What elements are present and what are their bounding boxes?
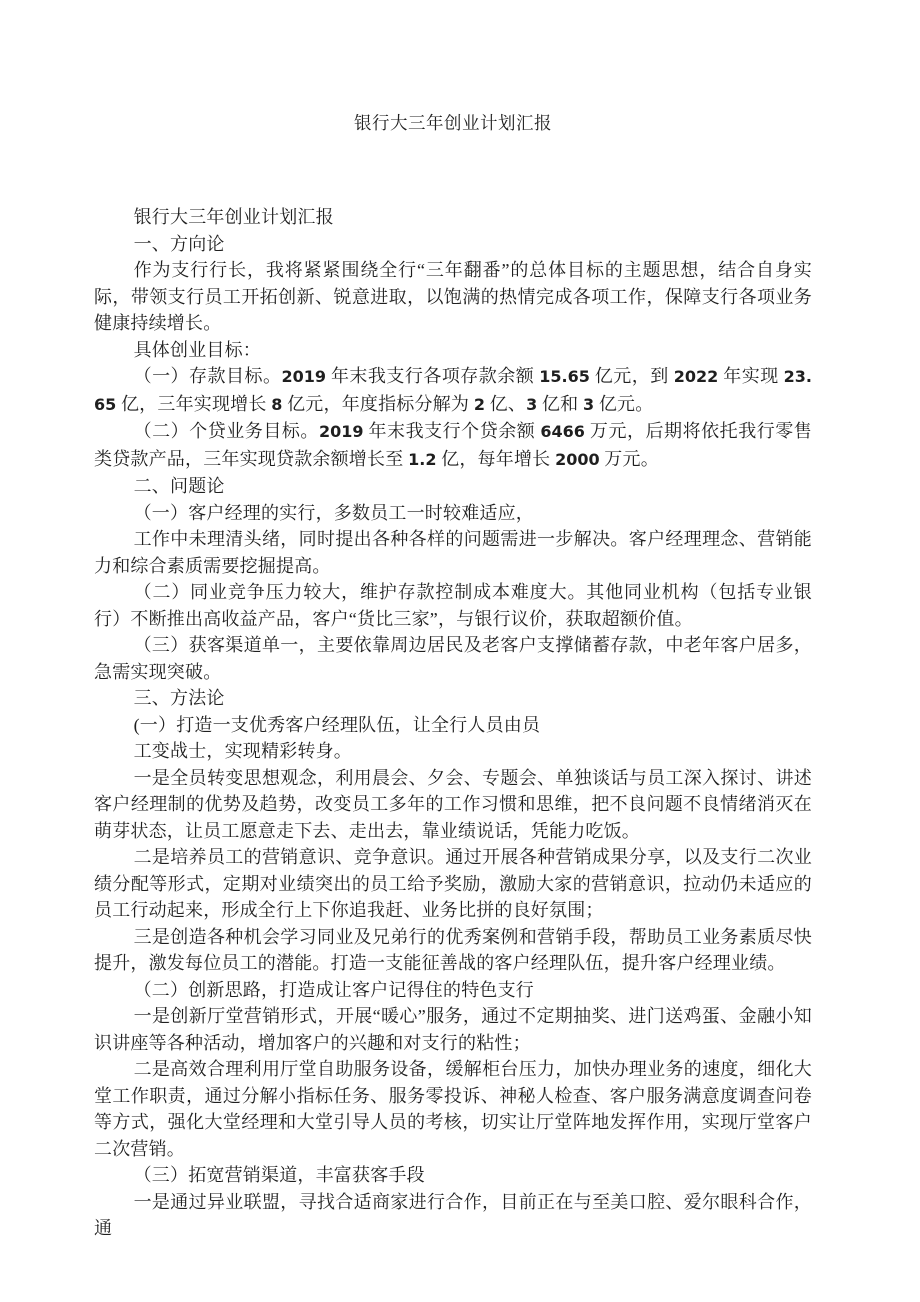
number-text: 2022 (673, 367, 719, 386)
paragraph: （二）同业竞争压力较大，维护存款控制成本难度大。其他同业机构（包括专业银行）不断推出高收益产品，客户“货比三家”，与银行议价，获取超额价值。 (94, 582, 812, 629)
paragraph: 具体创业目标： (133, 339, 261, 360)
paragraph: 三、方法论 (133, 688, 225, 708)
number-text: 3 (583, 394, 595, 414)
paragraph: （三）获客渠道单一，主要依靠周边居民及老客户支撑储蓄存款，中老年客户居多，急需实现突破。 (94, 635, 812, 682)
paragraph: 二、问题论 (133, 476, 225, 496)
paragraph: 作为支行行长，我将紧紧围绕全行“三年翻番”的总体目标的主题思想，结合自身实际，带领支行员工开拓创新、锐意进取，以饱满的热情完成各项工作，保障支行各项业务健康持续增长。 (94, 260, 812, 333)
paragraph: （一）存款目标。2019 年末我支行各项存款余额 15.65 亿元，到 2022 年实现 23.65 亿，三年实现增长 8 亿元，年度指标分解为 2 亿、3 亿和 3 亿元。 (94, 366, 812, 414)
number-text: 1.2 (408, 449, 437, 469)
number-text: 3 (526, 394, 538, 414)
number-text: 2019 (281, 367, 326, 386)
paragraph: 一是全员转变思想观念，利用晨会、夕会、专题会、单独谈话与员工深入探讨、讲述客户经理制的优势及趋势，改变员工多年的工作习惯和思维，把不良问题不良情绪消灭在萌芽状态，让员工愿意走下去、走出去，靠业绩说话，凭能力吃饭。 (94, 767, 812, 841)
paragraph: 一、方向论 (133, 233, 225, 254)
paragraph: （二）个贷业务目标。2019 年末我支行个贷余额 6466 万元，后期将依托我行零售类贷款产品，三年实现贷款余额增长至 1.2 亿，每年增长 2000 万元。 (94, 421, 813, 469)
paragraph: 工变战士，实现精彩转身。 (133, 741, 352, 761)
paragraph: 一是创新厅堂营销形式，开展“暖心”服务，通过不定期抽奖、进门送鸡蛋、金融小知识讲座等各种活动，增加客户的兴趣和对支行的粘性； (94, 1006, 812, 1053)
number-text: 15.65 (539, 367, 590, 386)
paragraph: 一是通过异业联盟，寻找合适商家进行合作，目前正在与至美口腔、爱尔眼科合作，通 (94, 1191, 812, 1238)
number-text: 2019 (318, 422, 364, 441)
paragraph: 三是创造各种机会学习同业及兄弟行的优秀案例和营销手段，帮助员工业务素质尽快提升，激发每位员工的潜能。打造一支能征善战的客户经理队伍，提升客户经理业绩。 (94, 926, 812, 973)
number-text: 6466 (540, 422, 585, 441)
number-text: 2 (473, 394, 485, 414)
number-text: 8 (271, 394, 283, 414)
paragraph: （三）拓宽营销渠道，丰富获客手段 (133, 1165, 425, 1185)
paragraph: 二是高效合理利用厅堂自助服务设备，缓解柜台压力，加快办理业务的速度，细化大堂工作职责，通过分解小指标任务、服务零投诉、神秘人检查、客户服务满意度调查问卷等方式，强化大堂经理和大堂引导人员的考核，切实让厅堂阵地发挥作用，实现厅堂客户二次营销。 (94, 1059, 812, 1159)
number-text: 23.65 (94, 367, 812, 414)
document-title: 银行大三年创业计划汇报 (354, 113, 552, 133)
paragraph: 工作中未理清头绪，同时提出各种各样的问题需进一步解决。客户经理理念、营销能力和综合素质需要挖掘提高。 (94, 529, 812, 576)
number-text: 2000 (555, 449, 600, 469)
paragraph: 银行大三年创业计划汇报 (133, 207, 334, 227)
document-body (94, 204, 812, 1242)
paragraph: (一）打造一支优秀客户经理队伍，让全行人员由员 (133, 714, 541, 735)
paragraph: （一）客户经理的实行，多数员工一时较难适应， (133, 502, 534, 523)
paragraph: 二是培养员工的营销意识、竞争意识。通过开展各种营销成果分享，以及支行二次业绩分配等形式，定期对业绩突出的员工给予奖励，激励大家的营销意识，拉动仍未适应的员工行动起来，形成全行上下你追我赶、业务比拼的良好氛围； (94, 847, 812, 920)
paragraph: （二）创新思路，打造成让客户记得住的特色支行 (133, 979, 534, 1000)
